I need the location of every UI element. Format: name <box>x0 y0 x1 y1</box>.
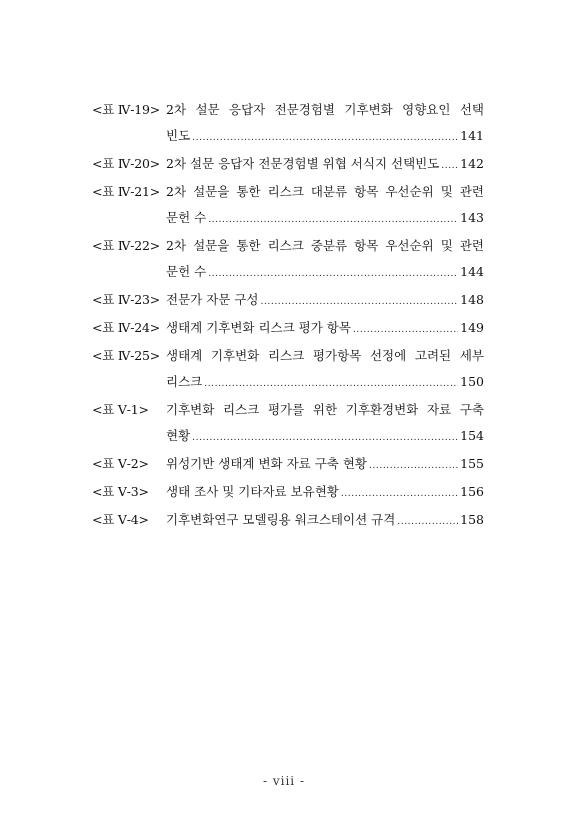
entry-title: 생태계 기후변화 리스크 평가 항목 <box>166 320 351 335</box>
entry-title: 2차 설문을 통한 리스크 중분류 항목 우선순위 및 관련 <box>166 238 484 253</box>
table-label: <표 Ⅳ-24> <box>92 320 161 335</box>
table-label: <표 Ⅴ-1> <box>92 402 149 417</box>
table-label: <표 Ⅴ-4> <box>92 512 149 527</box>
page-number: 143 <box>460 210 484 225</box>
page-number: 156 <box>460 484 484 499</box>
page-footer: - viii - <box>262 774 306 788</box>
toc-entry[interactable] <box>92 179 484 231</box>
page-number: 154 <box>460 428 484 443</box>
table-label: <표 Ⅴ-3> <box>92 484 149 499</box>
dot-leader <box>397 509 458 535</box>
table-label: <표 Ⅳ-22> <box>92 238 161 253</box>
entry-title: 2차 설문을 통한 리스크 대분류 항목 우선순위 및 관련 <box>166 184 484 199</box>
dot-leader <box>208 207 458 233</box>
page-number: 141 <box>460 128 484 143</box>
page-number: 148 <box>460 292 484 307</box>
entry-title: 2차 설문 응답자 전문경험별 기후변화 영향요인 선택 <box>166 102 484 117</box>
entry-title-continued: 현황 <box>166 428 191 443</box>
entry-title: 생태 조사 및 기타자료 보유현황 <box>166 484 339 499</box>
entry-title: 기후변화 리스크 평가를 위한 기후환경변화 자료 구축 <box>166 402 484 417</box>
table-of-contents <box>92 97 484 535</box>
toc-entry[interactable] <box>92 315 484 341</box>
table-label: <표 Ⅳ-25> <box>92 348 161 363</box>
toc-entry[interactable] <box>92 343 484 395</box>
page-number: 142 <box>460 156 484 171</box>
dot-leader <box>341 481 458 507</box>
dot-leader <box>192 125 458 151</box>
entry-title-continued: 문헌 수 <box>166 264 207 279</box>
page-number: 149 <box>460 320 484 335</box>
entry-title-continued: 리스크 <box>166 374 203 389</box>
toc-entry[interactable] <box>92 479 484 505</box>
dot-leader <box>353 317 458 343</box>
toc-entry[interactable] <box>92 451 484 477</box>
entry-title: 기후변화연구 모델링용 워크스테이션 규격 <box>166 512 396 527</box>
table-label: <표 Ⅴ-2> <box>92 456 149 471</box>
dot-leader <box>369 453 458 479</box>
toc-entry[interactable] <box>92 397 484 449</box>
dot-leader <box>208 261 458 287</box>
toc-entry[interactable] <box>92 233 484 285</box>
toc-entry[interactable] <box>92 151 484 177</box>
page-number: 158 <box>460 512 484 527</box>
entry-title: 2차 설문 응답자 전문경험별 위협 서식지 선택빈도 <box>166 156 440 171</box>
dot-leader <box>204 371 458 397</box>
toc-entry[interactable] <box>92 287 484 313</box>
table-label: <표 Ⅳ-20> <box>92 156 161 171</box>
dot-leader <box>441 153 458 179</box>
entry-title: 생태계 기후변화 리스크 평가항목 선정에 고려된 세부 <box>166 348 484 363</box>
page-number: 144 <box>460 264 484 279</box>
entry-title: 전문가 자문 구성 <box>166 292 259 307</box>
table-label: <표 Ⅳ-21> <box>92 184 161 199</box>
table-label: <표 Ⅳ-19> <box>92 102 161 117</box>
entry-title-continued: 빈도 <box>166 128 191 143</box>
entry-title-continued: 문헌 수 <box>166 210 207 225</box>
toc-entry[interactable] <box>92 97 484 149</box>
toc-entry[interactable] <box>92 507 484 533</box>
dot-leader <box>192 425 458 451</box>
page-number: 150 <box>460 374 484 389</box>
dot-leader <box>260 289 458 315</box>
table-label: <표 Ⅳ-23> <box>92 292 161 307</box>
page-number: 155 <box>460 456 484 471</box>
entry-title: 위성기반 생태계 변화 자료 구축 현황 <box>166 456 367 471</box>
